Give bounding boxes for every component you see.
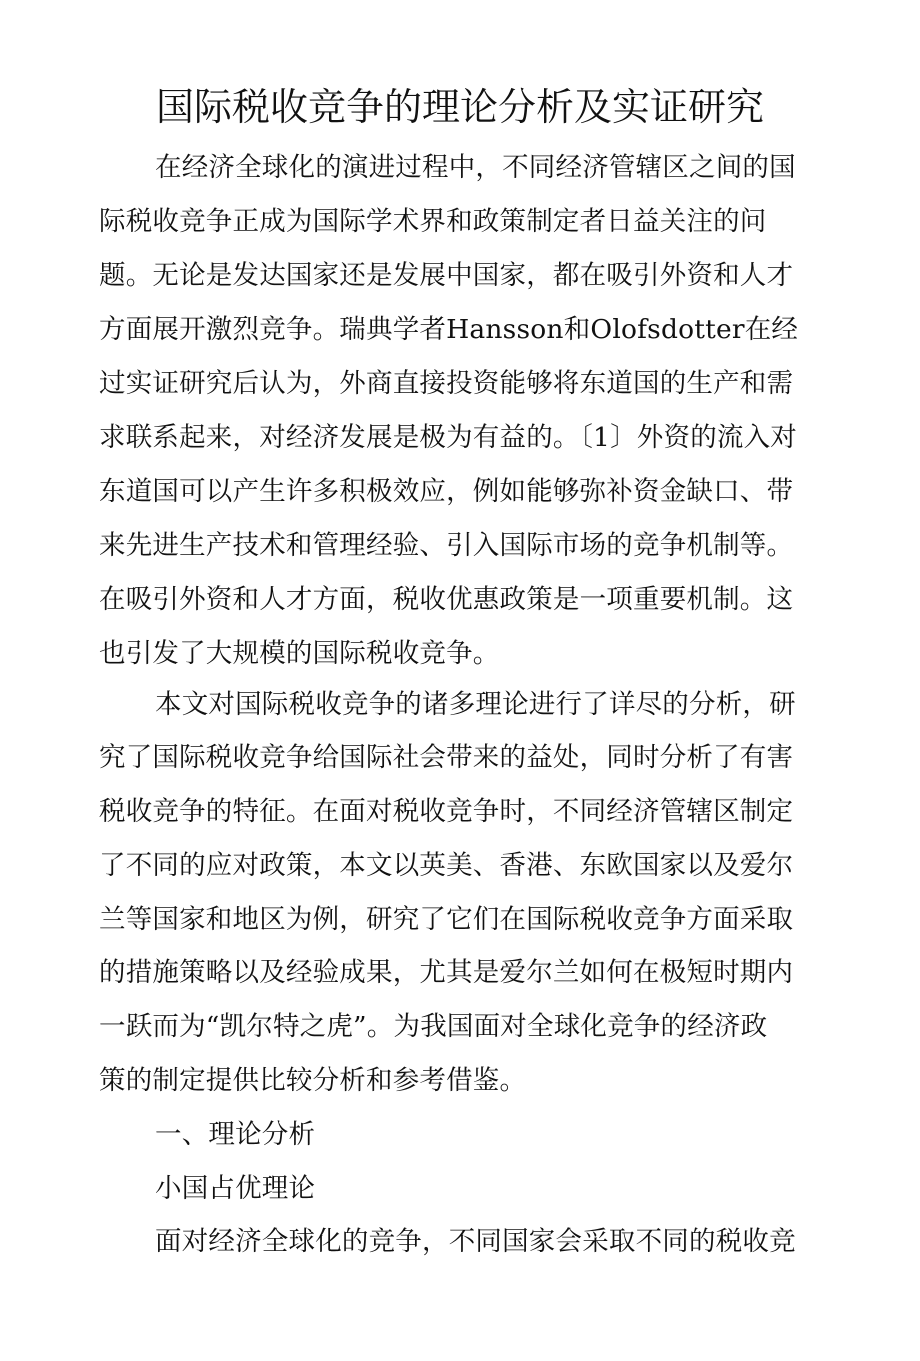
text-line: 求联系起来，对经济发展是极为有益的。〔1〕外资的流入对	[99, 422, 798, 453]
text-line: 方面展开激烈竞争。瑞典学者Hansson和Olofsdotter在经	[99, 314, 799, 345]
document-title: 国际税收竞争的理论分析及实证研究	[155, 85, 764, 129]
subsection-heading: 小国占优理论	[155, 1173, 316, 1204]
text-line: 在吸引外资和人才方面，税收优惠政策是一项重要机制。这	[99, 584, 794, 615]
text-line: 在经济全球化的演进过程中，不同经济管辖区之间的国	[155, 152, 796, 183]
text-line: 本文对国际税收竞争的诸多理论进行了详尽的分析，研	[155, 689, 796, 720]
text-line: 兰等国家和地区为例，研究了它们在国际税收竞争方面采取	[99, 904, 794, 935]
text-line: 税收竞争的特征。在面对税收竞争时，不同经济管辖区制定	[99, 796, 794, 827]
text-line: 一跃而为“凯尔特之虎”。为我国面对全球化竞争的经济政	[99, 1011, 768, 1042]
text-line: 的措施策略以及经验成果，尤其是爱尔兰如何在极短时期内	[99, 957, 794, 988]
text-line: 过实证研究后认为，外商直接投资能够将东道国的生产和需	[99, 368, 794, 399]
section-heading: 一、理论分析	[155, 1119, 316, 1150]
text-line: 际税收竞争正成为国际学术界和政策制定者日益关注的问	[99, 206, 767, 237]
text-line: 策的制定提供比较分析和参考借鉴。	[99, 1065, 527, 1096]
text-line: 也引发了大规模的国际税收竞争。	[99, 638, 500, 669]
text-line: 题。无论是发达国家还是发展中国家，都在吸引外资和人才	[99, 260, 794, 291]
text-line: 来先进生产技术和管理经验、引入国际市场的竞争机制等。	[99, 530, 794, 561]
text-line: 东道国可以产生许多积极效应，例如能够弥补资金缺口、带	[99, 476, 794, 507]
text-line: 究了国际税收竞争给国际社会带来的益处，同时分析了有害	[99, 742, 794, 773]
text-line: 了不同的应对政策，本文以英美、香港、东欧国家以及爱尔	[99, 850, 794, 881]
paragraph-theory-line: 面对经济全球化的竞争，不同国家会采取不同的税收竞	[155, 1226, 796, 1257]
